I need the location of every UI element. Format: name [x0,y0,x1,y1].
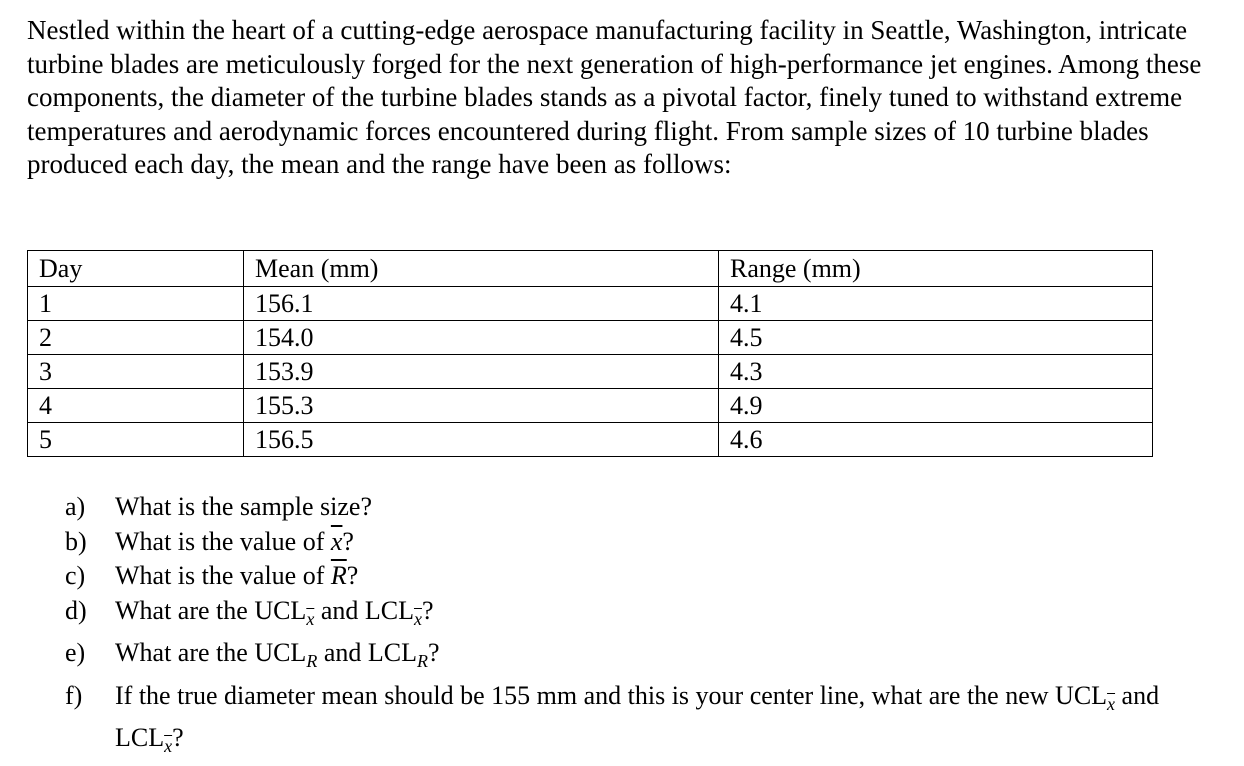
question-text-and: and [317,638,368,667]
mean-cell: 154.0 [244,321,719,355]
day-cell: 1 [28,287,244,321]
question-letter: c) [65,561,86,590]
ucl-label: UCL [1055,680,1108,710]
question-text: What is the value of [115,526,331,556]
table-header-row [28,251,1153,287]
range-cell: 4.5 [719,321,1153,355]
question-punct: ? [427,638,440,667]
table-row [28,287,1153,321]
mean-cell: 156.5 [244,423,719,457]
lcl-subscript [414,609,422,629]
question-b [65,525,1215,560]
question-d [65,594,1215,637]
ucl-subscript: R [306,651,318,671]
lcl-label: LCL [115,723,165,752]
x-bar-subscript: x [164,736,173,756]
ucl-label: UCL [254,595,307,625]
question-text-and: and [314,595,365,625]
x-bar-subscript: x [306,608,315,629]
table-row [28,423,1153,457]
range-cell: 4.6 [719,423,1153,457]
question-text: If the true diameter mean should be 155 mm and this is your center line, what are the new [115,680,1056,710]
question-f [65,679,1215,764]
lcl-subscript: R [416,651,428,671]
r-bar-symbol: $\overline{R}$ [330,561,347,590]
ucl-label: UCL [254,638,307,667]
x-bar-subscript: x [413,608,422,629]
range-cell: 4.1 [719,287,1153,321]
mean-cell: 153.9 [244,355,719,389]
question-letter: e) [65,638,86,667]
question-text: What are the [115,638,255,667]
question-e [65,636,1215,679]
question-text: What is the value of [115,561,331,590]
table-row [28,355,1153,389]
header-day: Day [28,251,244,287]
question-text: What is the sample size? [115,492,373,521]
range-cell: 4.3 [719,355,1153,389]
question-a [65,490,1215,525]
question-letter: b) [65,526,87,556]
question-punct: ? [346,561,359,590]
question-letter: d) [65,595,87,625]
question-c [65,559,1215,594]
lcl-label: LCL [367,638,417,667]
range-cell: 4.9 [719,389,1153,423]
header-mean: Mean (mm) [244,251,719,287]
x-bar-symbol: $\overline{x}$ [330,526,343,556]
day-cell: 4 [28,389,244,423]
question-text: What are the [115,595,255,625]
problem-intro: Nestled within the heart of a cutting-edge aerospace manufacturing facility in Seattle, Washington, intricate turbine blades are meticulously forged for the next generation of high-performance jet engines. Among these components, the diameter of the turbine blades stands as a pivotal factor, finely tuned to withstand extreme temperatures and aerodynamic forces encountered during flight. From sample sizes of 10 turbine blades produced each day, the mean and the range have been as follows: [27,15,1202,179]
table-row [28,389,1153,423]
day-cell: 2 [28,321,244,355]
question-letter: a) [65,492,86,521]
question-text-and: and [1115,680,1160,710]
question-letter: f) [65,680,83,710]
question-punct: ? [172,723,184,752]
lcl-subscript [164,736,172,756]
table-row [28,321,1153,355]
mean-cell: 156.1 [244,287,719,321]
day-cell: 3 [28,355,244,389]
lcl-label: LCL [364,595,414,625]
x-bar-subscript: x [1107,693,1116,714]
ucl-subscript [1107,694,1115,714]
question-punct: ? [421,595,434,625]
header-range: Range (mm) [719,251,1153,287]
day-cell: 5 [28,423,244,457]
mean-cell: 155.3 [244,389,719,423]
question-list [65,490,1215,764]
data-table [27,250,1153,457]
question-punct: ? [342,526,354,556]
